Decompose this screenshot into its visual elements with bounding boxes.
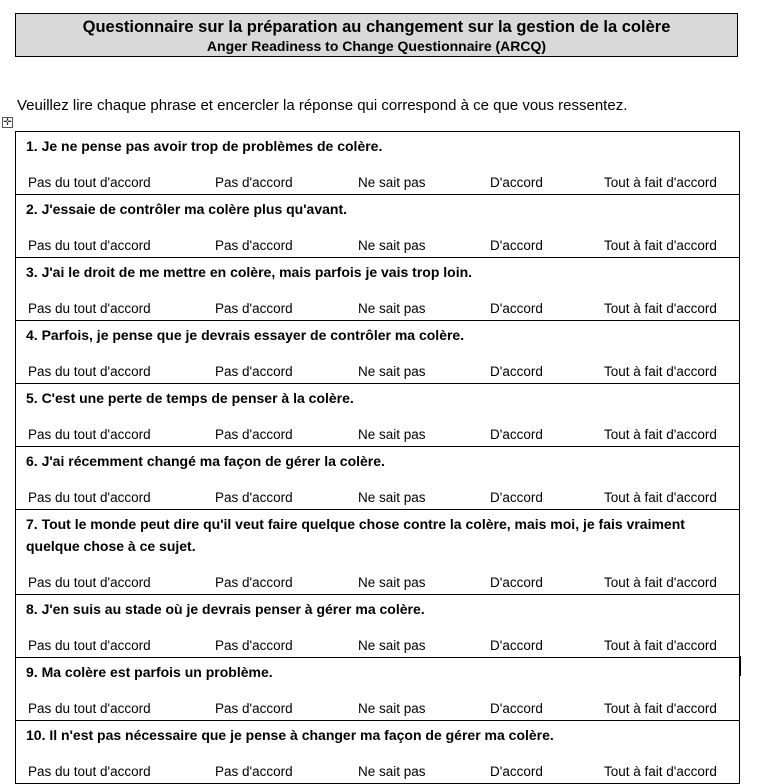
title-english: Anger Readiness to Change Questionnaire (ARCQ) [206,38,547,54]
question-text: 9. Ma colère est parfois un problème. [26,664,273,680]
answer-options [16,575,739,593]
option-strongly-agree[interactable]: Tout à fait d'accord [604,575,717,590]
option-agree[interactable]: D'accord [490,764,543,779]
option-unsure[interactable]: Ne sait pas [358,575,426,590]
option-strongly-agree[interactable]: Tout à fait d'accord [604,764,717,779]
question-row-2 [15,195,740,258]
option-strongly-disagree[interactable]: Pas du tout d'accord [28,638,151,653]
option-strongly-disagree[interactable]: Pas du tout d'accord [28,764,151,779]
answer-options [16,701,739,719]
question-text: 6. J'ai récemment changé ma façon de gérer la colère. [26,453,385,469]
option-disagree[interactable]: Pas d'accord [215,575,293,590]
question-row-10 [15,721,740,784]
option-disagree[interactable]: Pas d'accord [215,427,293,442]
option-disagree[interactable]: Pas d'accord [215,175,293,190]
question-row-4 [15,321,740,384]
option-strongly-agree[interactable]: Tout à fait d'accord [604,175,717,190]
option-strongly-agree[interactable]: Tout à fait d'accord [604,427,717,442]
option-unsure[interactable]: Ne sait pas [358,701,426,716]
option-strongly-agree[interactable]: Tout à fait d'accord [604,638,717,653]
answer-options [16,764,739,782]
option-strongly-agree[interactable]: Tout à fait d'accord [604,301,717,316]
option-disagree[interactable]: Pas d'accord [215,364,293,379]
option-agree[interactable]: D'accord [490,701,543,716]
answer-options [16,427,739,445]
option-strongly-disagree[interactable]: Pas du tout d'accord [28,427,151,442]
question-row-9 [15,658,740,721]
option-strongly-disagree[interactable]: Pas du tout d'accord [28,175,151,190]
question-text: 8. J'en suis au stade où je devrais penser à gérer ma colère. [26,601,425,617]
option-agree[interactable]: D'accord [490,364,543,379]
option-agree[interactable]: D'accord [490,575,543,590]
option-strongly-agree[interactable]: Tout à fait d'accord [604,238,717,253]
question-text: 1. Je ne pense pas avoir trop de problèmes de colère. [26,138,383,154]
question-text: 2. J'essaie de contrôler ma colère plus qu'avant. [26,201,348,217]
question-text: 7. Tout le monde peut dire qu'il veut faire quelque chose contre la colère, mais moi, je fais vraiment quelque chose à ce sujet. [26,516,685,554]
instructions-text: Veuillez lire chaque phrase et encercler la réponse qui correspond à ce que vous ressentez. [17,97,628,114]
question-text: 3. J'ai le droit de me mettre en colère, mais parfois je vais trop loin. [26,264,473,280]
option-strongly-disagree[interactable]: Pas du tout d'accord [28,364,151,379]
option-unsure[interactable]: Ne sait pas [358,764,426,779]
text-cursor [740,656,741,676]
answer-options [16,364,739,382]
table-move-handle-icon[interactable]: ✛ [3,117,12,128]
option-disagree[interactable]: Pas d'accord [215,238,293,253]
question-row-8 [15,595,740,658]
question-row-6 [15,447,740,510]
option-disagree[interactable]: Pas d'accord [215,764,293,779]
option-agree[interactable]: D'accord [490,490,543,505]
option-strongly-agree[interactable]: Tout à fait d'accord [604,364,717,379]
question-row-3 [15,258,740,321]
option-strongly-disagree[interactable]: Pas du tout d'accord [28,238,151,253]
answer-options [16,638,739,656]
option-unsure[interactable]: Ne sait pas [358,427,426,442]
option-agree[interactable]: D'accord [490,427,543,442]
option-unsure[interactable]: Ne sait pas [358,238,426,253]
answer-options [16,238,739,256]
option-strongly-agree[interactable]: Tout à fait d'accord [604,490,717,505]
questionnaire-table [15,131,740,784]
question-row-1 [15,132,740,195]
question-text: 10. Il n'est pas nécessaire que je pense à changer ma façon de gérer ma colère. [26,727,554,743]
question-text: 5. C'est une perte de temps de penser à la colère. [26,390,354,406]
answer-options [16,490,739,508]
option-strongly-agree[interactable]: Tout à fait d'accord [604,701,717,716]
option-strongly-disagree[interactable]: Pas du tout d'accord [28,301,151,316]
answer-options [16,301,739,319]
option-disagree[interactable]: Pas d'accord [215,301,293,316]
title-box [15,13,738,57]
answer-options [16,175,739,193]
question-row-7 [15,510,740,595]
question-row-5 [15,384,740,447]
option-unsure[interactable]: Ne sait pas [358,490,426,505]
option-strongly-disagree[interactable]: Pas du tout d'accord [28,575,151,590]
option-disagree[interactable]: Pas d'accord [215,490,293,505]
option-disagree[interactable]: Pas d'accord [215,638,293,653]
option-unsure[interactable]: Ne sait pas [358,364,426,379]
option-agree[interactable]: D'accord [490,175,543,190]
option-agree[interactable]: D'accord [490,301,543,316]
option-disagree[interactable]: Pas d'accord [215,701,293,716]
option-unsure[interactable]: Ne sait pas [358,638,426,653]
option-strongly-disagree[interactable]: Pas du tout d'accord [28,490,151,505]
option-unsure[interactable]: Ne sait pas [358,301,426,316]
question-text: 4. Parfois, je pense que je devrais essayer de contrôler ma colère. [26,327,465,343]
option-unsure[interactable]: Ne sait pas [358,175,426,190]
title-french: Questionnaire sur la préparation au changement sur la gestion de la colère [82,18,671,36]
option-strongly-disagree[interactable]: Pas du tout d'accord [28,701,151,716]
option-agree[interactable]: D'accord [490,238,543,253]
option-agree[interactable]: D'accord [490,638,543,653]
